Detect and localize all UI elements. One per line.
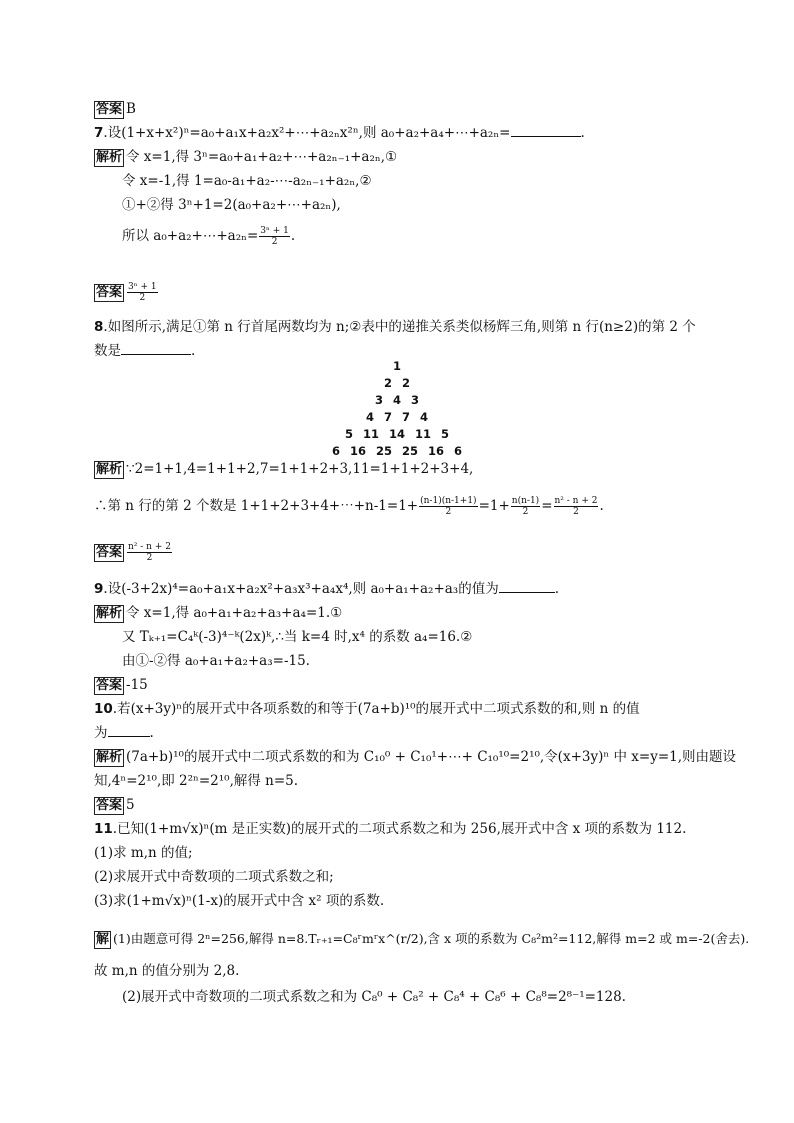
answer-label: 答案 — [96, 102, 123, 117]
q8-analysis-1: 解析 ∵2=1+1,4=1+1+2,7=1+1+2+3,11=1+1+2+3+4, — [96, 461, 474, 477]
q10-analysis-2: 知,4ⁿ=2¹⁰,即 2²ⁿ=2¹⁰,解得 n=5. — [94, 773, 299, 789]
q7-analysis-1: 解析 令 x=1,得 3ⁿ=a₀+a₁+a₂+⋯+a₂ₙ₋₁+a₂ₙ,① — [96, 149, 398, 165]
q7-stem: 7.设(1+x+x²)ⁿ=a₀+a₁x+a₂x²+⋯+a₂ₙx²ⁿ,则 a₀+a₂+a₄+⋯+a₂ₙ= . — [94, 125, 585, 141]
q10-answer-row — [94, 796, 135, 815]
answer-blank — [121, 342, 191, 355]
q7-analysis-2: 令 x=-1,得 1=a₀-a₁+a₂-⋯-a₂ₙ₋₁+a₂ₙ,② — [122, 173, 372, 189]
analysis-label: 解析 — [96, 750, 123, 765]
q7-analysis-3: ①+②得 3ⁿ+1=2(a₀+a₂+⋯+a₂ₙ), — [122, 197, 341, 213]
q10-stem-2: 为 . — [94, 725, 154, 741]
q9-analysis-2: 又 Tₖ₊₁=C₄ᵏ(-3)⁴⁻ᵏ(2x)ᵏ,∴当 k=4 时,x⁴ 的系数 a₄=16.② — [122, 629, 473, 645]
q7-answer-row — [94, 282, 159, 303]
q11-solution-3: (2)展开式中奇数项的二项式系数之和为 C₈⁰ + C₈² + C₈⁴ + C₈⁶ + C₈⁸=2⁸⁻¹=128. — [122, 989, 626, 1005]
q9-answer: -15 — [126, 677, 148, 693]
fraction: $\frac{n(n-1)}{2}$ — [511, 496, 540, 517]
triangle-row-3: 3 4 3 — [374, 393, 420, 407]
q11-solution-1: 解 (1)由题意可得 2ⁿ=256,解得 n=8.Tᵣ₊₁=C₈ʳmʳx^(r/2),含 x 项的系数为 C₈²m²=112,解得 m=2 或 m=-2(舍去). — [96, 931, 750, 947]
q10-stem-1: 10.若(x+3y)ⁿ的展开式中各项系数的和等于(7a+b)¹⁰的展开式中二项式系数的和,则 n 的值 — [94, 701, 640, 717]
q11-solution-2: 故 m,n 的值分别为 2,8. — [94, 963, 240, 979]
q9-number: 9 — [94, 581, 104, 597]
solution-label: 解 — [96, 932, 110, 947]
triangle-row-2: 2 2 — [383, 376, 411, 390]
fraction: $\frac{(n-1)(n-1+1)}{2}$ — [420, 496, 477, 517]
q10-answer: 5 — [126, 797, 135, 813]
q10-number: 10 — [94, 701, 113, 717]
triangle-row-4: 4 7 7 4 — [365, 410, 429, 424]
q9-stem: 9.设(-3+2x)⁴=a₀+a₁x+a₂x²+a₃x³+a₄x⁴,则 a₀+a₁+a₂+a₃的值为 . — [94, 581, 560, 597]
q11-stem: 11.已知(1+m√x)ⁿ(m 是正实数)的展开式的二项式系数之和为 256,展开式中含 x 项的系数为 112. — [94, 821, 687, 837]
triangle-row-6: 6 16 25 25 16 6 — [331, 444, 463, 458]
triangle-row-1: 1 — [392, 359, 401, 373]
q11-part-2: (2)求展开式中奇数项的二项式系数之和; — [94, 869, 334, 885]
q11-part-3: (3)求(1+m√x)ⁿ(1-x)的展开式中含 x² 项的系数. — [94, 893, 385, 909]
q8-stem-2: 数是 . — [94, 343, 196, 359]
answer-blank — [108, 724, 150, 737]
q8-analysis-2: ∴第 n 行的第 2 个数是 1+1+2+3+4+⋯+n-1=1+ $\frac{(n-1)(n-1+1)}{2}$ =1+ $\frac{n(n-1)}{2}$ = $\frac{\text{n² - n + 2}}{2}$ . — [94, 496, 604, 517]
q8-number: 8 — [94, 319, 104, 335]
fraction: $\frac{\text{n² - n + 2}}{2}$ — [554, 496, 598, 517]
q8-answer-fraction: $\frac{\text{n² - n + 2}}{2}$ — [128, 542, 171, 563]
q11-number: 11 — [94, 821, 113, 837]
q9-analysis-1: 解析 令 x=1,得 a₀+a₁+a₂+a₃+a₄=1.① — [96, 605, 343, 621]
q10-analysis-1: 解析 (7a+b)¹⁰的展开式中二项式系数的和为 C₁₀⁰ + C₁₀¹+⋯+ C₁₀¹⁰=2¹⁰,令(x+3y)ⁿ 中 x=y=1,则由题设 — [96, 749, 737, 765]
q7-answer-fraction: $\frac{\text{3ⁿ + 1}}{2}$ — [128, 282, 157, 303]
fraction: $\frac{\text{3ⁿ + 1}}{2}$ — [260, 226, 289, 247]
answer-label: 答案 — [96, 285, 123, 300]
q6-answer: B — [126, 101, 136, 117]
q7-number: 7 — [94, 125, 104, 141]
q6-answer-row — [94, 100, 136, 119]
q9-answer-row — [94, 676, 148, 695]
q9-analysis-3: 由①-②得 a₀+a₁+a₂+a₃=-15. — [122, 653, 310, 669]
answer-blank — [511, 124, 581, 137]
triangle-row-5: 5 11 14 11 5 — [344, 427, 450, 441]
analysis-label: 解析 — [96, 462, 123, 477]
analysis-label: 解析 — [96, 606, 123, 621]
answer-label: 答案 — [96, 798, 123, 813]
q8-stem-1: 8.如图所示,满足①第 n 行首尾两数均为 n;②表中的递推关系类似杨辉三角,则第 n 行(n≥2)的第 2 个 — [94, 319, 696, 335]
answer-label: 答案 — [96, 545, 123, 560]
answer-blank — [499, 580, 555, 593]
answer-label: 答案 — [96, 678, 123, 693]
q7-analysis-4: 所以 a₀+a₂+⋯+a₂ₙ= $\frac{\text{3ⁿ + 1}}{2}$ . — [122, 226, 296, 247]
q8-answer-row — [94, 542, 173, 563]
analysis-label: 解析 — [96, 150, 123, 165]
q11-part-1: (1)求 m,n 的值; — [94, 845, 193, 861]
